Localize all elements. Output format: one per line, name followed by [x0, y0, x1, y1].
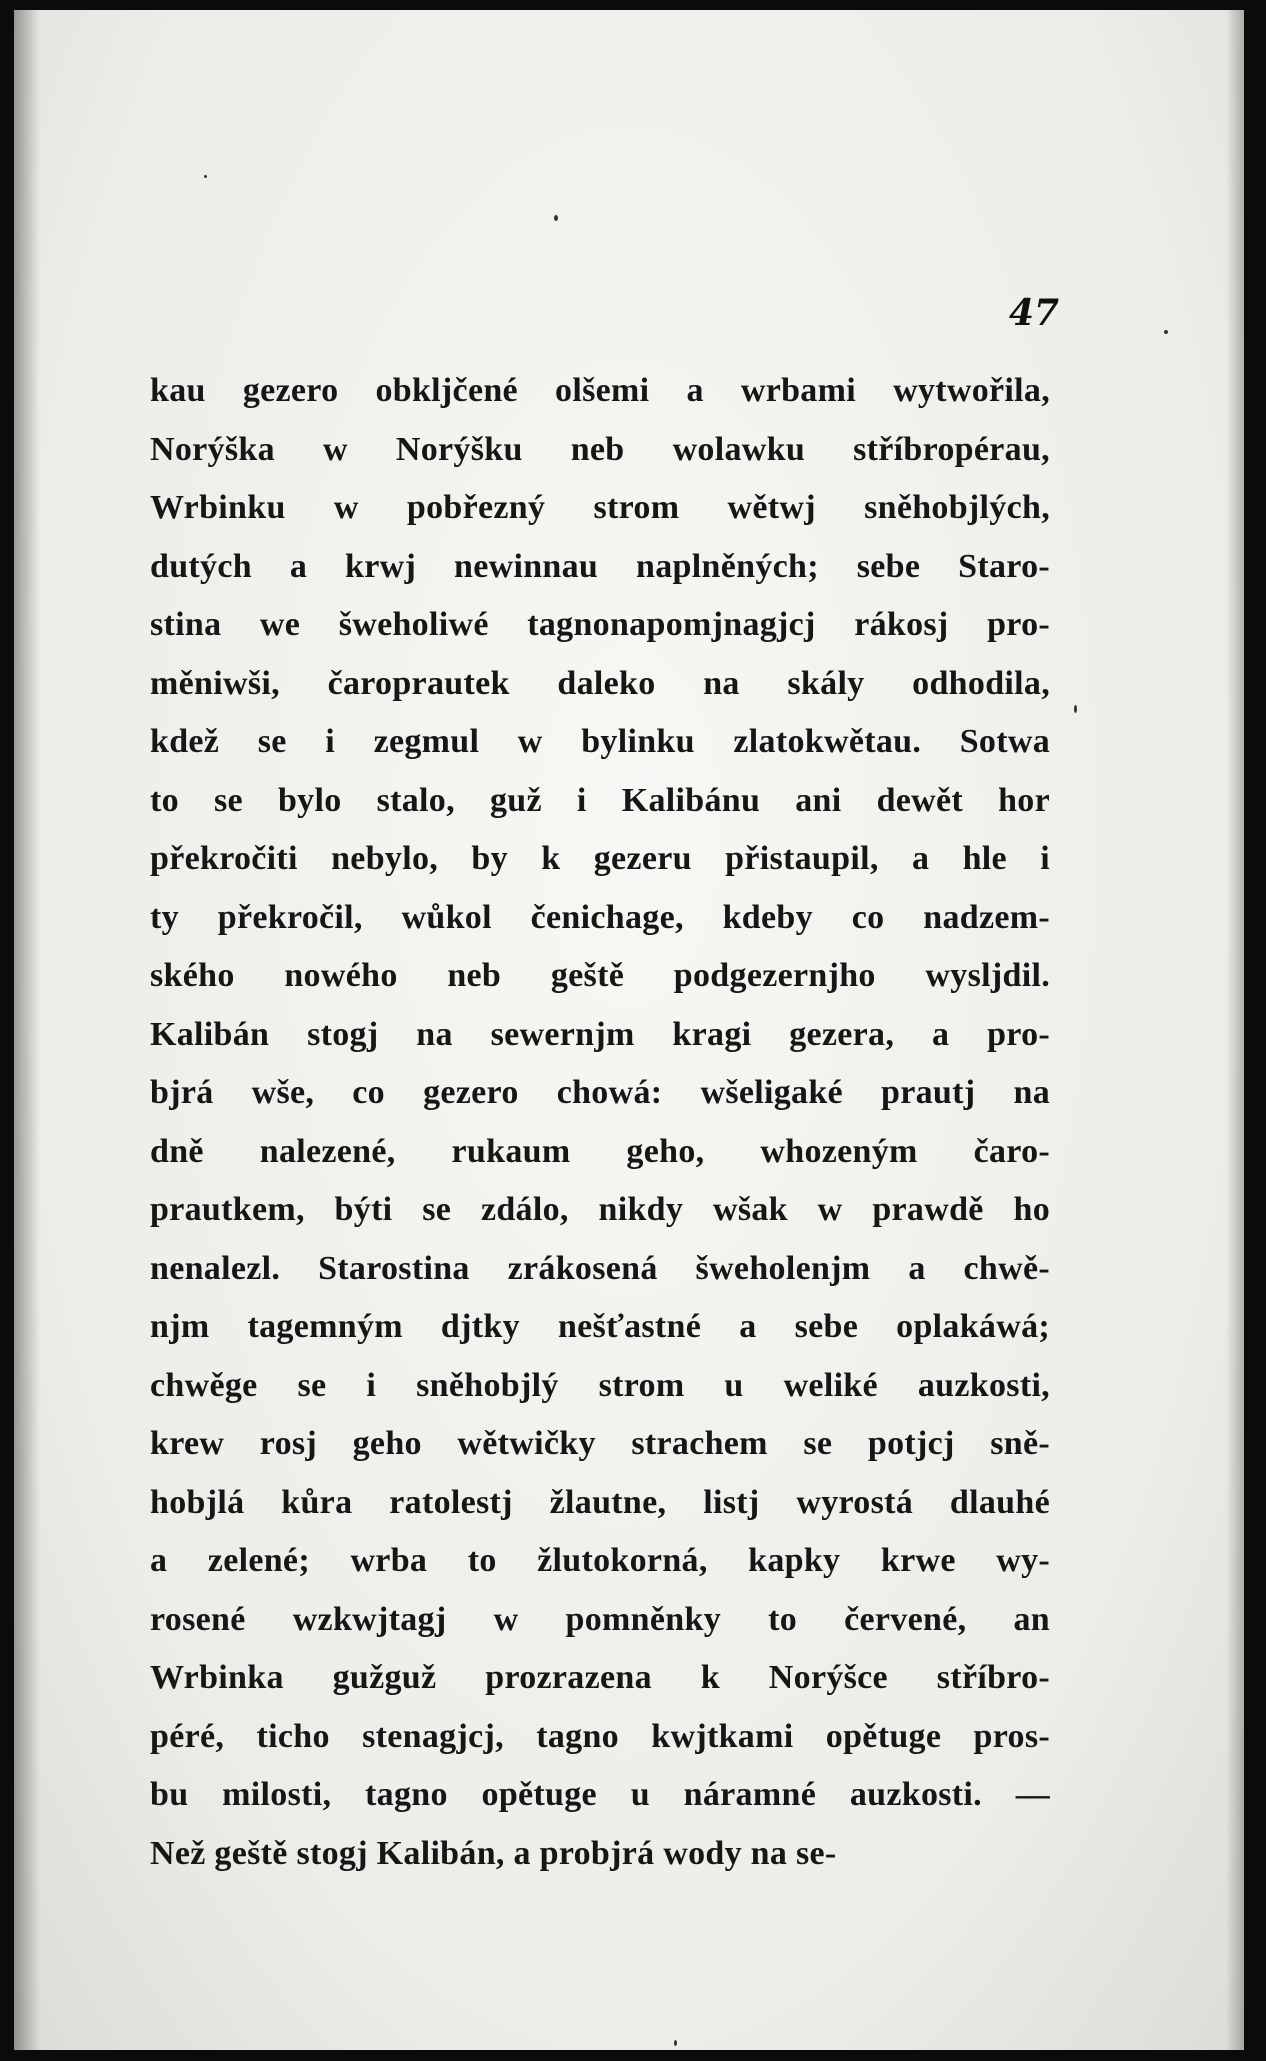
- text-line: kdež se i zegmul w bylinku zlatokwětau. Sotwa: [150, 723, 1050, 760]
- scan-speck: [674, 2040, 677, 2046]
- page-edge-shadow-right: [1226, 10, 1244, 2050]
- text-line: dutých a krwj newinnau naplněných; sebe Staro-: [150, 547, 1050, 585]
- scan-speck: [1074, 705, 1077, 713]
- text-line: měniwši, čaroprautek daleko na skály odhodila,: [150, 664, 1050, 702]
- text-line: překročiti nebylo, by k gezeru přistaupil, a hle i: [150, 840, 1050, 877]
- text-line: hobjlá kůra ratolestj žlautne, listj wyrostá dlauhé: [150, 1483, 1050, 1521]
- text-line: to se bylo stalo, guž i Kalibánu ani dewět hor: [150, 781, 1050, 819]
- text-line: njm tagemným djtky nešťastné a sebe oplakáwá;: [150, 1308, 1050, 1345]
- body-text: [150, 362, 1050, 1883]
- text-line: rosené wzkwjtagj w pomněnky to červené, an: [150, 1600, 1050, 1638]
- text-line: bu milosti, tagno opětuge u náramné auzkosti. —: [150, 1776, 1050, 1813]
- text-line: chwěge se i sněhobjlý strom u weliké auzkosti,: [150, 1366, 1050, 1404]
- text-line: bjrá wše, co gezero chowá: wšeligaké prautj na: [150, 1074, 1050, 1111]
- text-line: Wrbinku w pobřezný strom wětwj sněhobjlých,: [150, 489, 1050, 526]
- page-edge-shadow-left: [14, 10, 40, 2050]
- scan-speck: [554, 215, 558, 221]
- text-line: krew rosj geho wětwičky strachem se potjcj sně-: [150, 1425, 1050, 1462]
- text-line: kau gezero obkljčené olšemi a wrbami wytwořila,: [150, 372, 1050, 409]
- scan-speck: [1164, 330, 1168, 334]
- text-line: dně nalezené, rukaum geho, whozeným čaro-: [150, 1132, 1050, 1170]
- text-line: ty překročil, wůkol čenichage, kdeby co nadzem-: [150, 898, 1050, 936]
- scan-speck: [204, 175, 207, 178]
- text-line: Než geště stogj Kalibán, a probjrá wody na se-: [150, 1834, 837, 1872]
- text-line: nenalezl. Starostina zrákosená šweholenjm a chwě-: [150, 1249, 1050, 1287]
- text-line: ského nowého neb geště podgezernjho wysljdil.: [150, 957, 1050, 994]
- text-line: Kalibán stogj na sewernjm kragi gezera, a pro-: [150, 1015, 1050, 1053]
- text-line: Wrbinka gužguž prozrazena k Norýšce stříbro-: [150, 1659, 1050, 1696]
- text-line: prautkem, býti se zdálo, nikdy wšak w prawdě ho: [150, 1191, 1050, 1228]
- text-line: péré, ticho stenagjcj, tagno kwjtkami opětuge pros-: [150, 1717, 1050, 1755]
- page-number: 47: [1009, 292, 1060, 334]
- book-page: [14, 10, 1244, 2050]
- text-line: Norýška w Norýšku neb wolawku stříbropérau,: [150, 430, 1050, 468]
- text-line: stina we šweholiwé tagnonapomjnagjcj rákosj pro-: [150, 606, 1050, 643]
- text-line: a zelené; wrba to žlutokorná, kapky krwe wy-: [150, 1542, 1050, 1579]
